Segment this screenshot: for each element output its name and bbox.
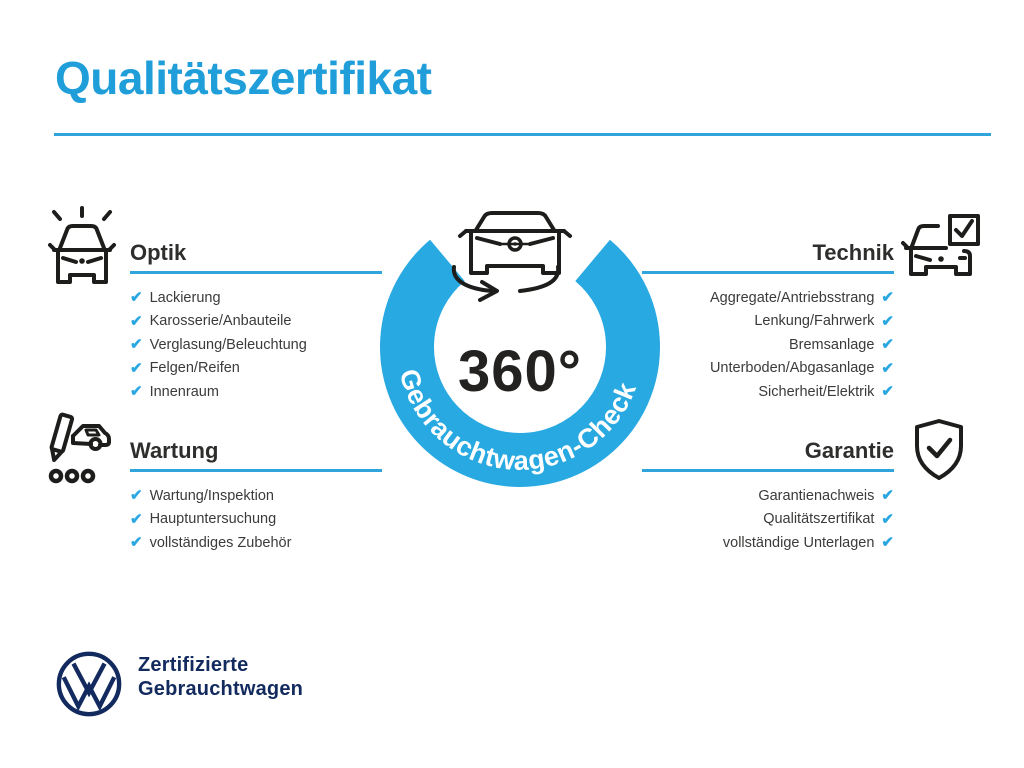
check-icon: ✔ — [130, 383, 143, 401]
badge-ring-label: Gebrauchtwagen-Check — [393, 365, 643, 477]
check-icon: ✔ — [881, 510, 894, 528]
checklist-item-label: vollständige Unterlagen — [722, 534, 875, 551]
checklist-item-label: Bremsanlage — [788, 336, 875, 353]
section-technik — [642, 240, 894, 404]
checklist-item — [642, 380, 894, 404]
section-technik-items — [642, 286, 894, 404]
checklist-item-label: Garantienachweis — [758, 487, 875, 504]
section-garantie-title: Garantie — [804, 438, 894, 463]
check-icon: ✔ — [881, 336, 894, 354]
shield-check-icon — [910, 418, 968, 484]
checklist-item — [642, 286, 894, 310]
badge-degrees-label: 360° — [458, 339, 582, 404]
check-icon: ✔ — [881, 383, 894, 401]
check-icon: ✔ — [130, 487, 143, 505]
check-icon: ✔ — [130, 510, 143, 528]
checklist-item — [130, 380, 382, 404]
checklist-item — [642, 508, 894, 532]
checklist-item-label: Qualitätszertifikat — [763, 511, 875, 528]
checklist-item-label: Karosserie/Anbauteile — [149, 313, 292, 330]
check-icon: ✔ — [881, 289, 894, 307]
check-icon: ✔ — [130, 359, 143, 377]
checklist-item — [130, 310, 382, 334]
checklist-item-label: vollständiges Zubehör — [149, 534, 292, 551]
checklist-item-label: Aggregate/Antriebsstrang — [709, 289, 875, 306]
section-optik-items — [130, 286, 382, 404]
section-wartung-title: Wartung — [130, 438, 219, 463]
checklist-item-label: Innenraum — [149, 383, 219, 400]
page-title: Qualitätszertifikat — [55, 52, 432, 104]
car-checkbox-icon — [898, 206, 983, 286]
section-wartung-items — [130, 484, 382, 555]
title-divider — [54, 133, 991, 136]
badge-360-check — [370, 185, 670, 497]
checklist-item-label: Lackierung — [149, 289, 221, 306]
footer-claim — [138, 653, 303, 701]
shiny-car-icon — [46, 206, 118, 288]
car-rotation-icon — [454, 213, 570, 300]
check-icon: ✔ — [130, 289, 143, 307]
section-optik-title: Optik — [130, 240, 187, 265]
section-wartung-divider — [130, 469, 382, 472]
checklist-item — [642, 333, 894, 357]
checklist-item — [642, 357, 894, 381]
section-technik-divider — [642, 271, 894, 274]
check-icon: ✔ — [130, 336, 143, 354]
check-icon: ✔ — [130, 534, 143, 552]
section-optik — [130, 240, 382, 404]
checklist-item — [642, 484, 894, 508]
section-garantie-divider — [642, 469, 894, 472]
check-icon: ✔ — [881, 312, 894, 330]
checklist-item — [130, 531, 382, 555]
section-wartung — [130, 438, 382, 555]
section-technik-title: Technik — [812, 240, 894, 265]
check-icon: ✔ — [130, 312, 143, 330]
check-icon: ✔ — [881, 534, 894, 552]
checklist-item-label: Verglasung/Beleuchtung — [149, 336, 307, 353]
checklist-item-label: Wartung/Inspektion — [149, 487, 274, 504]
section-garantie-items — [642, 484, 894, 555]
checklist-item — [642, 310, 894, 334]
checklist-item — [130, 333, 382, 357]
pencil-checklist-van-icon — [42, 410, 112, 486]
checklist-item — [130, 508, 382, 532]
checklist-item — [642, 531, 894, 555]
checklist-item-label: Sicherheit/Elektrik — [758, 383, 875, 400]
section-garantie — [642, 438, 894, 555]
checklist-item — [130, 357, 382, 381]
checklist-item-label: Hauptuntersuchung — [149, 511, 277, 528]
checklist-item — [130, 484, 382, 508]
checklist-item-label: Felgen/Reifen — [149, 360, 240, 377]
vw-logo — [54, 649, 124, 719]
footer-claim-line1: Zertifizierte — [138, 654, 249, 676]
car-emblem-dot — [513, 242, 517, 246]
checklist-item-label: Lenkung/Fahrwerk — [754, 313, 875, 330]
section-optik-divider — [130, 271, 382, 274]
footer-claim-line2: Gebrauchtwagen — [138, 678, 304, 700]
check-icon: ✔ — [881, 487, 894, 505]
checklist-item-label: Unterboden/Abgasanlage — [709, 360, 875, 377]
checklist-item — [130, 286, 382, 310]
check-icon: ✔ — [881, 359, 894, 377]
